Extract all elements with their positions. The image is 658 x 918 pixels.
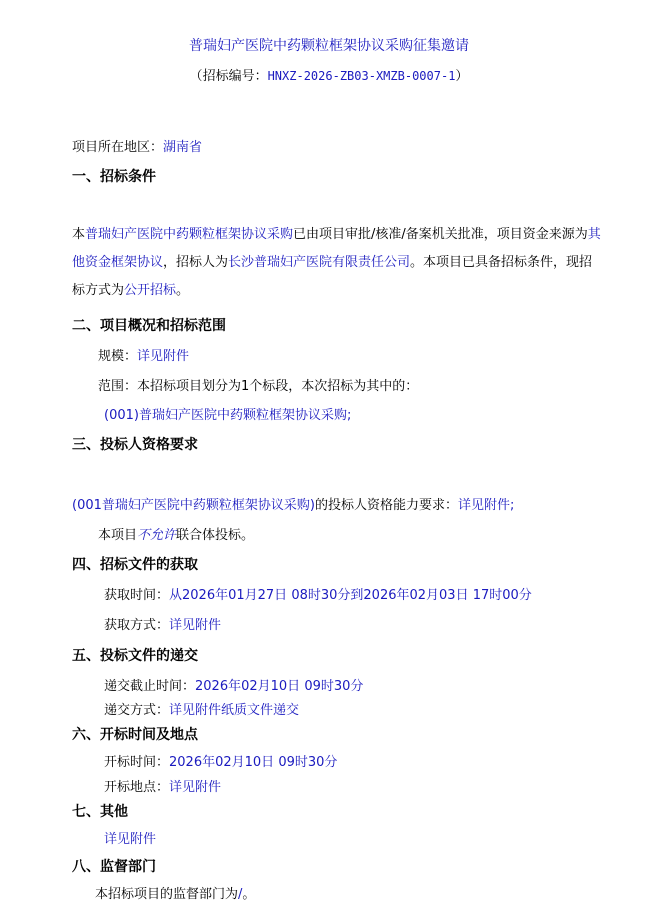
qualification-mid: 的投标人资格能力要求： xyxy=(314,498,458,513)
supervision-pre: 本招标项目的监督部门为 xyxy=(95,887,239,902)
scale-value: 详见附件 xyxy=(137,349,190,364)
section-6-heading: 六、开标时间及地点 xyxy=(72,727,198,743)
submit-deadline-line xyxy=(104,675,363,694)
opening-time-value: 2026年02月10日 09时30分 xyxy=(169,755,338,770)
tender-number-code: HNXZ-2026-ZB03-XMZB-0007-1 xyxy=(267,69,456,83)
qualification-value: 详见附件; xyxy=(457,498,515,513)
submit-method-label: 递交方式： xyxy=(104,703,170,718)
location-label: 项目所在地区： xyxy=(72,140,164,155)
opening-time-label: 开标时间： xyxy=(104,755,170,770)
tender-number xyxy=(0,65,658,84)
consortium-value: 不允许 xyxy=(137,528,177,543)
section-1-heading: 一、招标条件 xyxy=(72,169,156,185)
section-8-heading: 八、监督部门 xyxy=(72,859,156,875)
opening-place-label: 开标地点： xyxy=(104,780,170,795)
s1-mid2: ，招标人为 xyxy=(163,255,229,270)
consortium-post: 联合体投标。 xyxy=(176,528,255,543)
s1-mid1: 已由项目审批/核准/备案机关批准，项目资金来源为 xyxy=(293,227,588,242)
submit-method-line xyxy=(104,699,299,718)
supervision-end: 。 xyxy=(242,887,256,902)
s1-fund-source: 其他资金框架协议 xyxy=(72,227,601,270)
supervision-line xyxy=(95,883,255,902)
submit-deadline-value: 2026年02月10日 09时30分 xyxy=(195,679,364,694)
section-2-heading: 二、项目概况和招标范围 xyxy=(72,318,226,334)
obtain-method-line xyxy=(104,614,221,633)
scope-line: 范围：本招标项目划分为1个标段，本次招标为其中的： xyxy=(98,379,419,394)
project-location xyxy=(72,136,202,155)
scale-line xyxy=(98,345,189,364)
section-3-heading: 三、投标人资格要求 xyxy=(72,437,198,453)
s1-end: 。 xyxy=(176,283,190,298)
submit-method-value: 详见附件纸质文件递交 xyxy=(169,703,300,718)
section-4-heading: 四、招标文件的获取 xyxy=(72,557,198,573)
obtain-method-label: 获取方式： xyxy=(104,618,170,633)
opening-time-line xyxy=(104,751,337,770)
s1-tenderer: 长沙普瑞妇产医院有限责任公司 xyxy=(228,255,411,270)
tender-number-label: 招标编号： xyxy=(202,69,268,84)
section-1-paragraph xyxy=(72,221,602,305)
supervision-value: / xyxy=(238,887,243,902)
other-value: 详见附件 xyxy=(104,832,157,847)
obtain-method-value: 详见附件 xyxy=(169,618,222,633)
opening-place-line xyxy=(104,776,221,795)
lot-item: (001)普瑞妇产医院中药颗粒框架协议采购; xyxy=(104,408,352,423)
location-value: 湖南省 xyxy=(163,140,203,155)
s1-project-name: 普瑞妇产医院中药颗粒框架协议采购 xyxy=(85,227,294,242)
page-title xyxy=(0,35,658,55)
opening-place-value: 详见附件 xyxy=(169,780,222,795)
section-7-heading: 七、其他 xyxy=(72,804,128,820)
scale-label: 规模： xyxy=(98,349,138,364)
obtain-time-value: 从2026年01月27日 08时30分到2026年02月03日 17时00分 xyxy=(169,588,532,603)
obtain-time-label: 获取时间： xyxy=(104,588,170,603)
qualification-line xyxy=(72,494,514,513)
consortium-pre: 本项目 xyxy=(98,528,138,543)
s1-tender-method: 公开招标 xyxy=(124,283,177,298)
qualification-lot: (001普瑞妇产医院中药颗粒框架协议采购) xyxy=(72,498,315,513)
obtain-time-line xyxy=(104,584,532,603)
section-5-heading: 五、投标文件的递交 xyxy=(72,648,198,664)
s1-prefix: 本 xyxy=(72,227,86,242)
tender-number-close: ） xyxy=(455,69,469,84)
tender-number-open: （ xyxy=(189,69,203,84)
submit-deadline-label: 递交截止时间： xyxy=(104,679,196,694)
title-text: 普瑞妇产医院中药颗粒框架协议采购征集邀请 xyxy=(189,38,469,54)
s1-mid3: 。本项目已具备招标条件，现招标方式为 xyxy=(72,255,593,298)
consortium-line xyxy=(98,524,254,543)
